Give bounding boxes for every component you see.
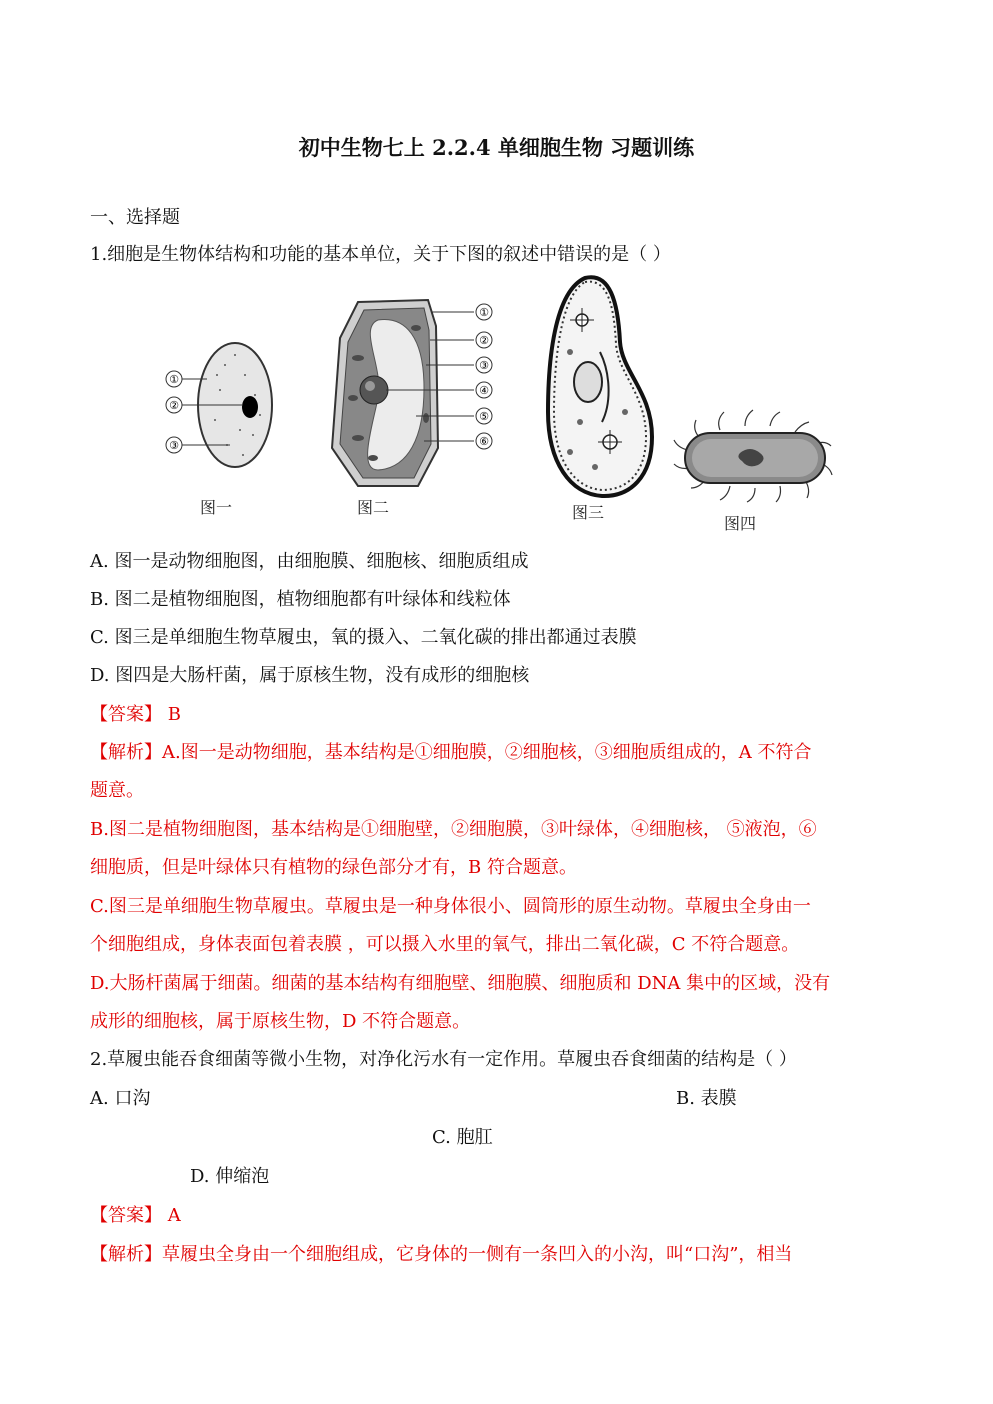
figure-2-caption: 图二 [357, 498, 390, 517]
q1-analysis-line: 题意。 [90, 780, 144, 801]
q2-analysis-line: 【解析】草履虫全身由一个细胞组成，它身体的一侧有一条凹入的小沟，叫“口沟”，相当 [90, 1244, 793, 1265]
q1-analysis-line: 成形的细胞核，属于原核生物，D 不符合题意。 [90, 1011, 471, 1032]
fig2-label-2: ② [479, 334, 489, 347]
fig1-label-2: ② [169, 399, 179, 412]
q1-analysis-line: B.图二是植物细胞图，基本结构是①细胞壁，②细胞膜，③叶绿体，④细胞核， ⑤液泡，⑥ [90, 819, 817, 840]
figure-4-ecoli [670, 408, 835, 503]
q1-analysis-line: D.大肠杆菌属于细菌。细菌的基本结构有细胞壁、细胞膜、细胞质和 DNA 集中的区域，没有 [90, 973, 831, 994]
figure-3-paramecium [540, 272, 660, 500]
section-heading: 一、选择题 [90, 207, 180, 228]
q2-answer: 【答案】 A [90, 1205, 181, 1226]
figure-2-plant-cell [328, 298, 498, 488]
fig2-label-6: ⑥ [479, 435, 489, 448]
q1-option-d: D. 图四是大肠杆菌，属于原核生物，没有成形的细胞核 [90, 665, 530, 686]
q2-option-a: A. 口沟 [90, 1088, 151, 1109]
q1-analysis-line: 细胞质，但是叶绿体只有植物的绿色部分才有，B 符合题意。 [90, 857, 577, 878]
q1-option-a: A. 图一是动物细胞图，由细胞膜、细胞核、细胞质组成 [90, 551, 529, 572]
page-title: 初中生物七上 2.2.4 单细胞生物 习题训练 [298, 135, 695, 160]
q2-option-b: B. 表膜 [676, 1088, 737, 1109]
q1-answer: 【答案】 B [90, 704, 181, 725]
q1-option-b: B. 图二是植物细胞图，植物细胞都有叶绿体和线粒体 [90, 589, 511, 610]
q1-analysis-line: 个细胞组成，身体表面包着表膜 ，可以摄入水里的氧气，排出二氧化碳，C 不符合题意。 [90, 934, 800, 955]
question-1-stem: 1.细胞是生物体结构和功能的基本单位，关于下图的叙述中错误的是（ ） [90, 244, 671, 265]
q2-option-d: D. 伸缩泡 [190, 1166, 270, 1187]
fig2-label-1: ① [479, 306, 489, 319]
q1-analysis-line: C.图三是单细胞生物草履虫。草履虫是一种身体很小、圆筒形的原生动物。草履虫全身由一 [90, 896, 811, 917]
fig2-label-5: ⑤ [479, 410, 489, 423]
fig1-label-1: ① [169, 373, 179, 386]
q1-analysis-line: 【解析】A.图一是动物细胞，基本结构是①细胞膜，②细胞核，③细胞质组成的，A 不符合 [90, 742, 812, 763]
question-2-stem: 2.草履虫能吞食细菌等微小生物，对净化污水有一定作用。草履虫吞食细菌的结构是（ ） [90, 1049, 797, 1070]
q1-option-c: C. 图三是单细胞生物草履虫，氧的摄入、二氧化碳的排出都通过表膜 [90, 627, 637, 648]
figure-3-caption: 图三 [572, 503, 605, 522]
figure-4-caption: 图四 [724, 514, 757, 533]
q2-option-c: C. 胞肛 [432, 1127, 493, 1148]
figure-1-caption: 图一 [200, 498, 233, 517]
fig1-label-3: ③ [169, 439, 179, 452]
fig2-label-3: ③ [479, 359, 489, 372]
figure-1-animal-cell [155, 335, 285, 475]
fig2-label-4: ④ [479, 384, 489, 397]
